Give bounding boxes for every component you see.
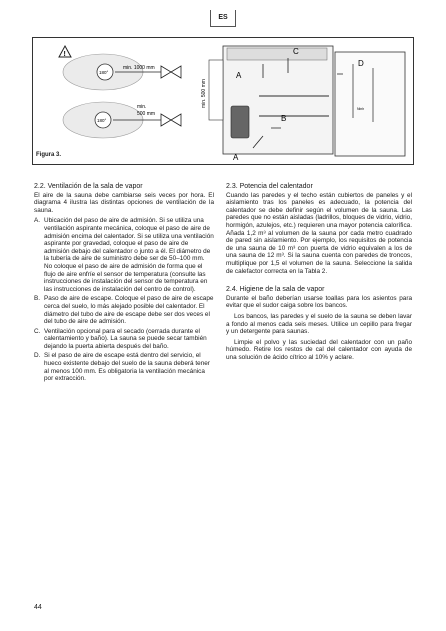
- section-title-2-4: 2.4. Higiene de la sala de vapor: [226, 286, 325, 294]
- figure-caption: Figura 3.: [36, 152, 62, 158]
- min1000-label: min. 1000 mm: [123, 65, 155, 71]
- angle-label-top: 180°: [99, 70, 109, 75]
- adjacent-room-section: [335, 52, 405, 156]
- section-body-2-3: Cuando las paredes y el techo están cubiertos de paneles y el aislamiento tras los paneles es adecuado, la potencia del calentador se debe definir según el volumen de la sauna. Las paredes que no están aisladas (ladrillos, bloques de vidrio, vidrio, hormigón, azulejos, etc.) requieren una mayor potencia calorífica. Añada 1,2 m³ al volumen de la sauna por cada metro cuadrado de pared sin aislamiento. Por ejemplo, los requisitos de potencia de una sauna de 10 m³ con puerta de vidrio equivalen a los de una sauna de 12 m³. Si la sauna cuenta con paredes de troncos, multiplique por 1,5 el volumen de la sauna. Seleccione la salida de calefactor correcta en la Tabla 2.: [226, 191, 412, 275]
- list-marker: B.: [34, 295, 41, 303]
- label-a-bottom: A: [233, 153, 239, 162]
- list-item: [34, 295, 214, 325]
- min500-label-2: 500 mm: [137, 111, 156, 117]
- warning-mark: !: [63, 51, 66, 58]
- paragraph: Los bancos, las paredes y el suelo de la sauna se deben lavar a fondo al menos cada seis meses. Utilice un cepillo para fregar y un detergente para saunas.: [226, 312, 412, 336]
- section-title-2-3: 2.3. Potencia del calentador: [226, 183, 313, 190]
- fan-icon-bottom: [161, 114, 181, 126]
- left-column: [34, 183, 214, 385]
- list-item: [34, 328, 214, 351]
- small-label: Ninh: [357, 107, 365, 111]
- list-marker: D.: [34, 352, 41, 360]
- list-item: [34, 217, 214, 293]
- list-item-text: Paso de aire de escape. Coloque el paso de aire de escape cerca del suelo, lo más alejado posible del calentador. El diámetro del tubo de aire de escape debe ser dos veces el del tubo de aire de admisión.: [44, 295, 214, 326]
- paragraph: Durante el baño deberían usarse toallas para los asientos para evitar que el sudor caiga sobre los bancos.: [226, 294, 412, 310]
- list-item-text: Ventilación opcional para el secado (cerrada durante el calentamiento y baño). La sauna se puede secar también dejando la puerta abierta después del baño.: [44, 327, 207, 350]
- right-column: [226, 183, 412, 364]
- list-marker: A.: [34, 217, 41, 225]
- list-item-text: Si el paso de aire de escape está dentro del servicio, el hueco existente debajo del suelo de la sauna deberá tener al menos 100 mm. Es obligatoria la ventilación mecánica por extracción.: [44, 352, 210, 383]
- list-marker: C.: [34, 327, 41, 335]
- heater-icon: [231, 106, 249, 138]
- section-title-2-2: 2.2. Ventilación de la sala de vapor: [34, 183, 143, 190]
- label-d: D: [358, 59, 364, 68]
- label-c: C: [293, 47, 299, 56]
- angle-label-bottom: 180°: [97, 118, 107, 123]
- label-b: B: [281, 114, 287, 123]
- min500-vertical-label: min. 500 mm: [201, 79, 207, 108]
- language-tab: ES: [210, 10, 236, 27]
- min500-label-1: min.: [137, 104, 147, 110]
- page-number: 44: [34, 604, 42, 611]
- ventilation-diagram: [33, 38, 413, 164]
- fan-icon-top: [161, 66, 181, 78]
- list-item-text: Ubicación del paso de aire de admisión. Si se utiliza una ventilación aspirante mecánica, coloque el paso de aire de admisión encima del calentador. Si se utiliza una ventilación aspirante por gravedad, coloque el paso de aire de admisión debajo del calentador o junto a él. El diámetro de la tubería de aire de suministro debe ser de 50–100 mm. No coloque el paso de aire de admisión de forma que el flujo de aire enfríe el sensor de temperatura (consulte las instrucciones de instalación del sensor de temperatura en las instrucciones de instalación del centro de control).: [44, 217, 214, 293]
- section-intro-2-2: El aire de la sauna debe cambiarse seis veces por hora. El diagrama 4 ilustra las distintas opciones de ventilación de la sauna.: [34, 191, 214, 214]
- figure-3: [32, 37, 414, 165]
- list-item: [34, 352, 214, 382]
- paragraph: Limpie el polvo y las suciedad del calentador con un paño húmedo. Retire los restos de cal del calentador con ayuda de una solución de ácido cítrico al 10% y aclare.: [226, 338, 412, 361]
- label-a-top: A: [236, 71, 242, 80]
